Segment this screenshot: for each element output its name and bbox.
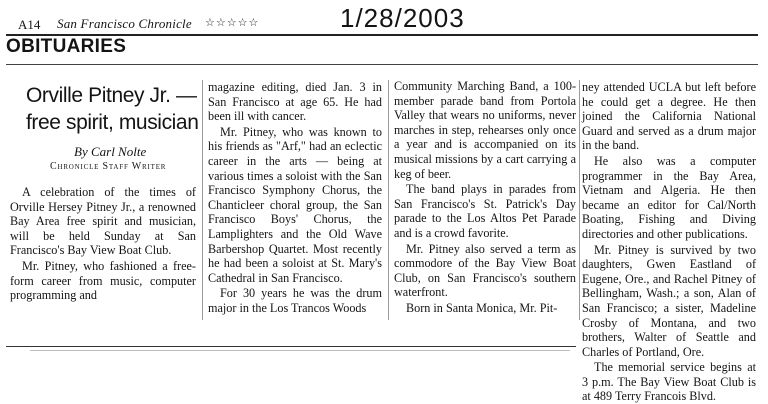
paragraph: A celebration of the times of Orville Hersey Pitney Jr., a renowned Bay Area free spirit and musician, will be held Sunday at San Francisco's Bay View Boat Club. [10,185,196,258]
paragraph: Born in Santa Monica, Mr. Pit- [406,300,558,315]
column-divider [202,80,203,320]
paragraph: Community Marching Band, a 100-member parade band from Portola Valley that wears no uniforms, never marches in step, rehearses only once a year and is accompanied on its musical missions by a cart carrying a keg of beer. [394,79,576,181]
byline-credit: Chronicle Staff Writer [50,161,167,172]
paragraph: The band plays in parades from San Francisco's St. Patrick's Day parade to the Los Altos Pet Parade and is a crowd favorite. [394,182,576,240]
paragraph: For 30 years he was the drum major in the Los Trancos Woods [208,286,382,315]
paragraph: Mr. Pitney is survived by two daughters, Gwen Eastland of Eugene, Ore., and Rachel Pitney of Bellingham, Wash.; a son, Alan of San Francisco; a sister, Madeline Crosby of Montana, and two brothers, Walter of Seattle and Charles of Portland, Ore. [582,242,756,359]
column-divider [388,80,389,320]
byline: By Carl Nolte [74,144,147,159]
article-column-2 [208,80,382,316]
bottom-rule [6,346,576,347]
bottom-rule-faint [30,350,570,351]
paragraph: magazine editing, died Jan. 3 in San Francisco at age 65. He had been ill with cancer. [208,80,382,124]
article-headline: Orville Pitney Jr. — free spirit, musician [26,84,199,134]
section-title: OBITUARIES [6,36,127,57]
article-column-1 [10,185,196,303]
newspaper-name: San Francisco Chronicle [57,16,192,31]
clipping-date: 1/28/2003 [340,3,465,33]
paragraph: ney attended UCLA but left before he could get a degree. He then joined the California National Guard and served as a drum major in the band. [582,80,756,153]
page-number: A14 [18,17,41,32]
column-divider [579,80,580,320]
article-column-4 [582,80,756,404]
paragraph: The memorial service begins at 3 p.m. The Bay View Boat Club is at 489 Terry Francois Blvd. [582,360,756,404]
article-column-3 [394,79,576,316]
paragraph: Mr. Pitney, who fashioned a free-form career from music, computer programming and [10,258,196,303]
paragraph: He also was a computer programmer in the Bay Area, Vietnam and Algeria. He then became an editor for Cal/North Boating, Fishing and Diving directories and other publications. [582,153,756,241]
paragraph: Mr. Pitney, who was known to his friends as "Arf," had an eclectic career in the arts — being at various times a soloist with the San Francisco Symphony Chorus, the Chanticleer choral group, the San Francisco Boys' Chorus, the Lamplighters and the Old Wave Barbershop Quartet. Most recently he had been a soloist at St. Mary's Cathedral in San Francisco. [208,124,382,285]
edition-stars: ☆☆☆☆☆ [205,17,260,29]
paragraph: Mr. Pitney also served a term as commodore of the Bay View Boat Club, on San Francisco's southern waterfront. [394,241,576,300]
section-rule [6,64,758,65]
